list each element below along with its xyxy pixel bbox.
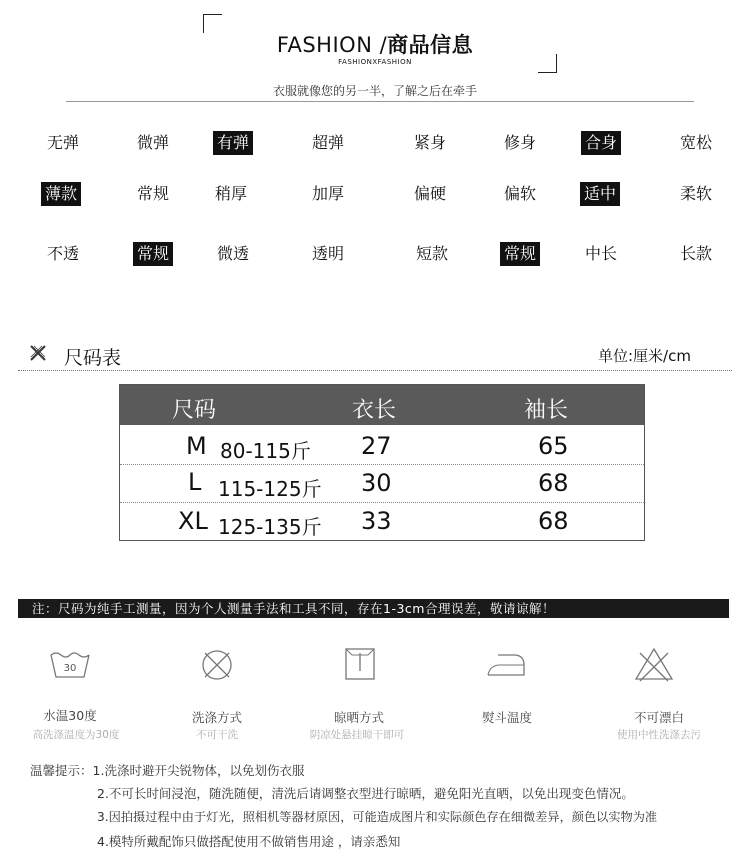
attr-transparency-2-selected: 常规	[133, 242, 173, 266]
cell-sleeve: 68	[538, 469, 569, 497]
dotted-divider	[18, 370, 732, 371]
table-row	[120, 467, 644, 505]
row-divider	[120, 464, 644, 465]
attr-elasticity-4: 超弹	[311, 133, 345, 152]
tip-item-4: 4.模特所戴配饰只做搭配使用不做销售用途 ，请亲悉知	[97, 834, 401, 849]
no-bleach-icon	[632, 645, 676, 685]
title-en: FASHION /	[276, 33, 388, 57]
size-table	[119, 384, 645, 541]
cell-length: 33	[361, 507, 392, 535]
attr-length-3: 中长	[584, 244, 618, 263]
column-header-length: 衣长	[352, 398, 397, 423]
attr-fit-1: 紧身	[413, 133, 447, 152]
measurement-note-bar: 注：尺码为纯手工测量，因为个人测量手法和工具不同，存在1-3cm合理误差，敬请谅解！	[18, 599, 729, 618]
attr-elasticity-3-selected: 有弹	[213, 131, 253, 155]
tip-item-2: 2.不可长时间浸泡，随洗随便，清洗后请调整衣型进行晾晒，避免阳光直晒，以免出现变色情况。	[97, 786, 634, 801]
attr-length-4: 长款	[679, 244, 713, 263]
cell-weight: 80-115斤	[220, 439, 311, 463]
cell-sleeve: 68	[538, 507, 569, 535]
tips-prefix: 温馨提示：	[30, 763, 93, 778]
cell-length: 27	[361, 432, 392, 460]
row-divider	[120, 502, 644, 503]
cell-size: L	[188, 468, 202, 496]
attr-transparency-3: 微透	[216, 244, 250, 263]
title-cn: 商品信息	[387, 33, 474, 57]
attr-transparency-4: 透明	[311, 244, 345, 263]
attr-transparency-1: 不透	[46, 244, 80, 263]
tip-line-1	[30, 761, 304, 779]
cell-size: XL	[178, 507, 208, 535]
attr-length-2-selected: 常规	[500, 242, 540, 266]
page-title	[0, 29, 750, 59]
attr-softness-4: 柔软	[679, 184, 713, 203]
cell-weight: 115-125斤	[218, 477, 322, 501]
cell-size: M	[186, 432, 207, 460]
size-chart-heading: 尺码表	[64, 347, 122, 369]
cross-scissors-icon	[28, 343, 48, 363]
attr-elasticity-2: 微弹	[136, 133, 170, 152]
header-divider	[66, 101, 694, 102]
tip-item-3: 3.因拍摄过程中由于灯光，照相机等器材原因，可能造成图片和实际颜色存在细微差异，颜色以实物为准	[97, 810, 658, 824]
care-label-iron: 熨斗温度	[481, 710, 533, 725]
care-sub-wash-method: 不可干洗	[196, 729, 238, 741]
care-label-drying: 晾晒方式	[333, 710, 385, 725]
attr-thickness-3: 稍厚	[214, 184, 248, 203]
attr-fit-2: 修身	[503, 133, 537, 152]
attr-thickness-1-selected: 薄款	[41, 182, 81, 206]
column-header-size: 尺码	[172, 398, 217, 423]
no-dry-clean-icon	[195, 645, 239, 685]
attr-length-1: 短款	[415, 244, 449, 263]
tip-item-1: 1.洗涤时避开尖锐物体，以免划伤衣服	[92, 763, 305, 778]
attr-thickness-4: 加厚	[311, 184, 345, 203]
care-label-wash-method: 洗涤方式	[191, 710, 243, 725]
care-sub-bleach: 使用中性洗涤去污	[617, 729, 701, 741]
table-header	[120, 385, 644, 425]
wash-30-icon	[48, 645, 92, 685]
cell-weight: 125-135斤	[218, 515, 322, 539]
attr-elasticity-1: 无弹	[46, 133, 80, 152]
care-sub-water-temp: 高洗涤温度为30度	[32, 729, 120, 741]
column-header-sleeve: 袖长	[524, 398, 569, 423]
iron-icon	[484, 645, 528, 685]
wash-temp-badge: 30	[63, 663, 77, 674]
attr-softness-2: 偏软	[503, 184, 537, 203]
cell-sleeve: 65	[538, 432, 569, 460]
attr-softness-3-selected: 适中	[580, 182, 620, 206]
table-row	[120, 430, 644, 468]
attr-fit-3-selected: 合身	[581, 131, 621, 155]
size-chart-unit: 单位:厘米/cm	[598, 347, 691, 365]
table-row	[120, 505, 644, 543]
attr-softness-1: 偏硬	[413, 184, 447, 203]
subtitle: FASHIONXFASHION	[338, 58, 412, 66]
hang-dry-icon	[338, 645, 382, 685]
attr-thickness-2: 常规	[136, 184, 170, 203]
tagline: 衣服就像您的另一半，了解之后在牵手	[272, 84, 477, 98]
care-label-water-temp: 水温30度	[43, 708, 97, 723]
care-label-bleach: 不可漂白	[633, 710, 685, 725]
cell-length: 30	[361, 469, 392, 497]
care-sub-drying: 阴凉处悬挂晾干即可	[309, 729, 405, 741]
attr-fit-4: 宽松	[679, 133, 713, 152]
